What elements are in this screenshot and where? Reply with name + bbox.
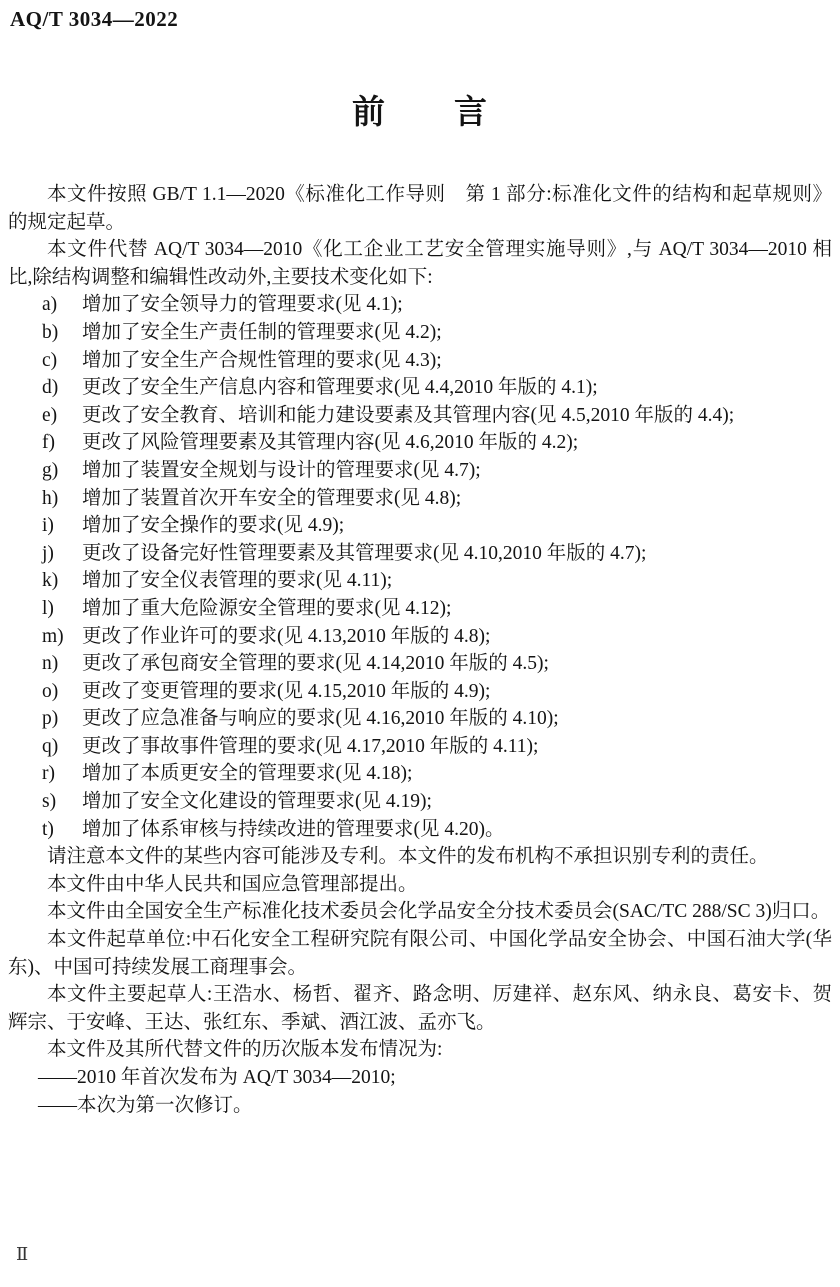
list-item-label: m) xyxy=(42,625,64,647)
list-item-text: 更改了事故事件管理的要求(见 4.17,2010 年版的 4.11); xyxy=(82,735,539,757)
list-item-text: 更改了设备完好性管理要素及其管理要求(见 4.10,2010 年版的 4.7); xyxy=(82,542,647,564)
list-item-text: 更改了变更管理的要求(见 4.15,2010 年版的 4.9); xyxy=(82,680,491,702)
list-item-text: 增加了安全领导力的管理要求(见 4.1); xyxy=(82,294,403,316)
list-item-label: t) xyxy=(42,818,54,840)
list-item-text: 增加了装置安全规划与设计的管理要求(见 4.7); xyxy=(82,459,481,481)
list-item-label: r) xyxy=(42,763,55,785)
list-item-text: 更改了安全教育、培训和能力建设要素及其管理内容(见 4.5,2010 年版的 4.4); xyxy=(82,404,735,426)
list-item-text: 增加了装置首次开车安全的管理要求(见 4.8); xyxy=(82,487,462,509)
intro-paragraph-2: 本文件代替 AQ/T 3034—2010《化工企业工艺安全管理实施导则》,与 AQ/T 3034—2010 相比,除结构调整和编辑性改动外,主要技术变化如下: xyxy=(8,239,832,288)
list-item-label: c) xyxy=(42,349,58,371)
list-item-label: s) xyxy=(42,791,57,813)
list-item-text: 增加了重大危险源安全管理的要求(见 4.12); xyxy=(82,597,452,619)
list-item-label: e) xyxy=(42,404,58,426)
list-item xyxy=(8,457,832,485)
list-item-text: 更改了承包商安全管理的要求(见 4.14,2010 年版的 4.5); xyxy=(82,653,549,675)
list-item-label: b) xyxy=(42,321,59,343)
history-intro: 本文件及其所代替文件的历次版本发布情况为: xyxy=(47,1039,443,1061)
list-item-label: n) xyxy=(42,653,59,675)
page-title: 前 言 xyxy=(352,93,488,130)
page-number: Ⅱ xyxy=(16,1244,29,1264)
technical-changes-list xyxy=(8,291,832,843)
list-item xyxy=(8,319,832,347)
patent-notice: 请注意本文件的某些内容可能涉及专利。本文件的发布机构不承担识别专利的责任。 xyxy=(47,846,769,868)
list-item xyxy=(8,705,832,733)
list-item-label: g) xyxy=(42,459,59,481)
drafting-organizations: 本文件起草单位:中石化安全工程研究院有限公司、中国化学品安全协会、中国石油大学(华东)、中国可持续发展工商理事会。 xyxy=(8,929,832,978)
list-item-label: f) xyxy=(42,432,55,454)
list-item-label: i) xyxy=(42,515,54,537)
list-item-label: p) xyxy=(42,708,59,730)
list-item-text: 更改了风险管理要素及其管理内容(见 4.6,2010 年版的 4.2); xyxy=(82,432,579,454)
list-item-label: k) xyxy=(42,570,59,592)
document-code: AQ/T 3034—2022 xyxy=(10,7,179,31)
list-item xyxy=(8,595,832,623)
list-item-label: o) xyxy=(42,680,59,702)
list-item-text: 增加了安全文化建设的管理要求(见 4.19); xyxy=(82,791,432,813)
proposing-body-line: 本文件由中华人民共和国应急管理部提出。 xyxy=(47,873,418,895)
history-item: ——2010 年首次发布为 AQ/T 3034—2010; xyxy=(38,1067,396,1088)
list-item xyxy=(8,291,832,319)
list-item xyxy=(8,512,832,540)
list-item-label: h) xyxy=(42,487,59,509)
list-item xyxy=(8,374,832,402)
list-item-label: q) xyxy=(42,735,59,757)
list-item xyxy=(8,733,832,761)
list-item-text: 增加了安全操作的要求(见 4.9); xyxy=(82,515,345,537)
list-item xyxy=(8,623,832,651)
list-item xyxy=(8,567,832,595)
list-item xyxy=(8,347,832,375)
list-item xyxy=(8,678,832,706)
list-item-label: d) xyxy=(42,377,59,399)
intro-paragraph-1: 本文件按照 GB/T 1.1—2020《标准化工作导则 第 1 部分:标准化文件的结构和起草规则》的规定起草。 xyxy=(8,184,832,233)
list-item-label: a) xyxy=(42,294,58,316)
list-item xyxy=(8,760,832,788)
list-item xyxy=(8,540,832,568)
list-item xyxy=(8,816,832,844)
main-drafters: 本文件主要起草人:王浩水、杨哲、翟齐、路念明、厉建祥、赵东风、纳永良、葛安卡、贺辉宗、于安峰、王达、张红东、季斌、酒江波、孟亦飞。 xyxy=(8,984,832,1033)
list-item xyxy=(8,650,832,678)
list-item-label: j) xyxy=(42,542,54,564)
list-item-label: l) xyxy=(42,597,54,619)
list-item xyxy=(8,402,832,430)
list-item xyxy=(8,788,832,816)
list-item-text: 更改了作业许可的要求(见 4.13,2010 年版的 4.8); xyxy=(82,625,491,647)
list-item-text: 增加了体系审核与持续改进的管理要求(见 4.20)。 xyxy=(82,818,505,840)
list-item-text: 更改了安全生产信息内容和管理要求(见 4.4,2010 年版的 4.1); xyxy=(82,377,598,399)
foreword-content xyxy=(8,181,832,1119)
list-item-text: 增加了安全生产合规性管理的要求(见 4.3); xyxy=(82,349,442,371)
history-item: ——本次为第一次修订。 xyxy=(38,1094,253,1116)
list-item xyxy=(8,429,832,457)
list-item-text: 更改了应急准备与响应的要求(见 4.16,2010 年版的 4.10); xyxy=(82,708,559,730)
list-item-text: 增加了安全仪表管理的要求(见 4.11); xyxy=(82,570,393,592)
centralized-body-line: 本文件由全国安全生产标准化技术委员会化学品安全分技术委员会(SAC/TC 288/SC 3)归口。 xyxy=(47,901,831,923)
list-item xyxy=(8,485,832,513)
list-item-text: 增加了安全生产责任制的管理要求(见 4.2); xyxy=(82,321,442,343)
list-item-text: 增加了本质更安全的管理要求(见 4.18); xyxy=(82,763,413,785)
